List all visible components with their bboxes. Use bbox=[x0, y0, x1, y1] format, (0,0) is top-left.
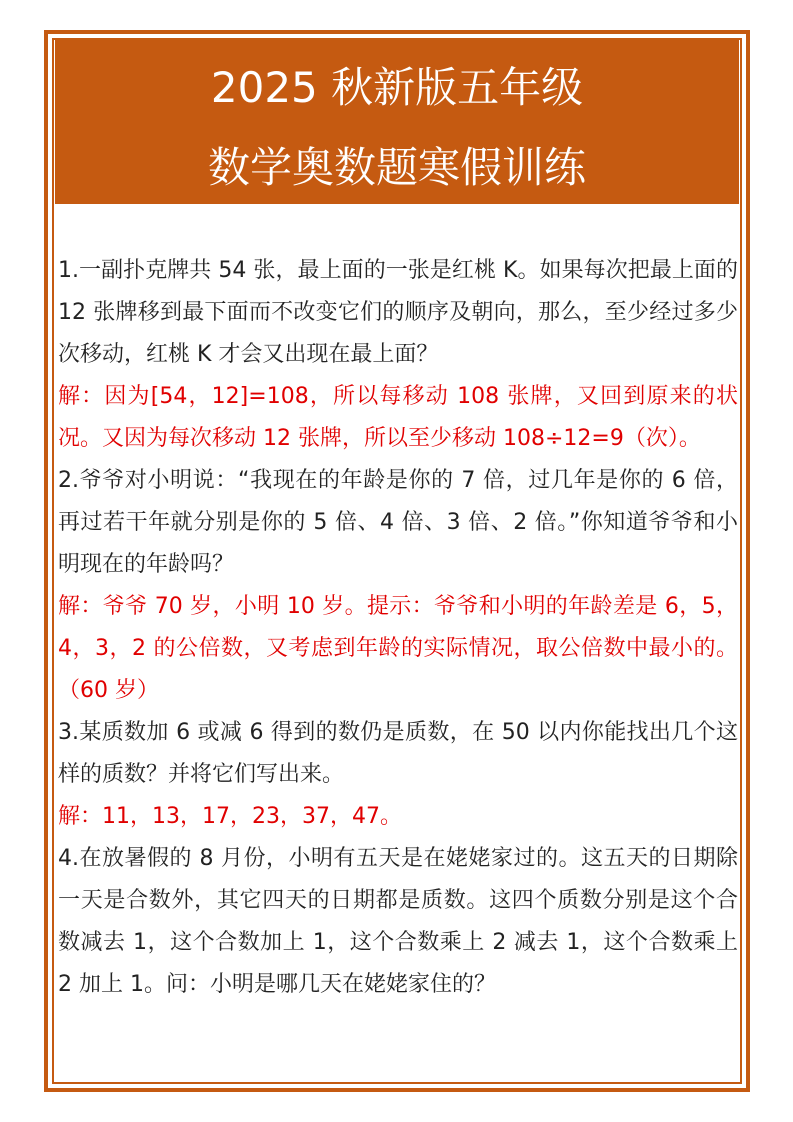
problem-2-answer: 解：爷爷 70 岁，小明 10 岁。提示：爷爷和小明的年龄差是 6，5，4，3，2 的公倍数，又考虑到年龄的实际情况，取公倍数中最小的。（60 岁） bbox=[58, 594, 738, 703]
problem-1-answer: 解：因为[54，12]=108，所以每移动 108 张牌，又回到原来的状况。又因为每次移动 12 张牌，所以至少移动 108÷12=9（次）。 bbox=[58, 384, 738, 451]
title-banner bbox=[55, 40, 739, 204]
title-line-1: 2025 秋新版五年级 bbox=[210, 63, 584, 112]
problem-1-question: 1.一副扑克牌共 54 张，最上面的一张是红桃 K。如果每次把最上面的 12 张牌移到最下面而不改变它们的顺序及朝向，那么，至少经过多少次移动，红桃 K 才会又出现在最上面？ bbox=[58, 258, 738, 367]
problem-list bbox=[58, 250, 738, 1006]
problem-4-question: 4.在放暑假的 8 月份，小明有五天是在姥姥家过的。这五天的日期除一天是合数外，其它四天的日期都是质数。这四个质数分别是这个合数减去 1，这个合数加上 1，这个合数乘上 2 减去 1，这个合数乘上 2 加上 1。问：小明是哪几天在姥姥家住的？ bbox=[58, 846, 738, 997]
title-line-2: 数学奥数题寒假训练 bbox=[207, 143, 586, 192]
problem-3-answer: 解：11，13，17，23，37，47。 bbox=[58, 804, 402, 829]
problem-2-question: 2.爷爷对小明说：“我现在的年龄是你的 7 倍，过几年是你的 6 倍，再过若干年就分别是你的 5 倍、4 倍、3 倍、2 倍。”你知道爷爷和小明现在的年龄吗？ bbox=[58, 468, 738, 577]
problem-3-question: 3.某质数加 6 或减 6 得到的数仍是质数，在 50 以内你能找出几个这样的质数？并将它们写出来。 bbox=[58, 720, 738, 787]
